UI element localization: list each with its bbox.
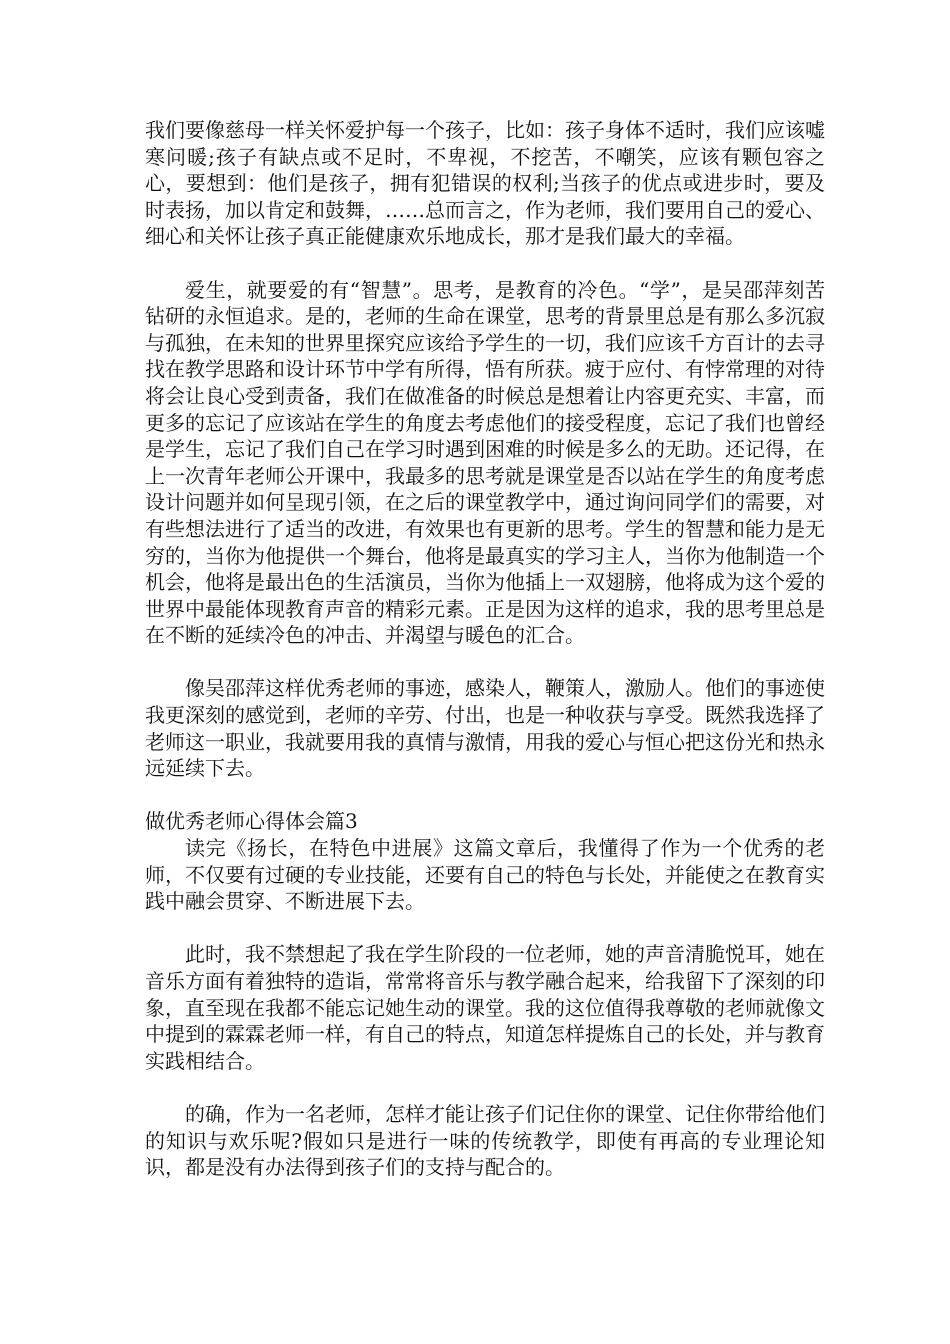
paragraph: 此时，我不禁想起了我在学生阶段的一位老师，她的声音清脆悦耳，她在音乐方面有着独特的造诣，常常将音乐与教学融合起来，给我留下了深刻的印象，直至现在我都不能忘记她生动的课堂。我的这位值得我尊敬的老师就像文中提到的霖霖老师一样，有自己的特点，知道怎样提炼自己的长处，并与教育实践相结合。 bbox=[145, 942, 825, 1073]
paragraph: 爱生，就要爱的有“智慧”。思考，是教育的冷色。“学”，是吴邵萍刻苦钻研的永恒追求。是的，老师的生命在课堂，思考的背景里总是有那么多沉寂与孤独，在未知的世界里探究应该给予学生的一切，我们应该千方百计的去寻找在教学思路和设计环节中学有所得，悟有所获。疲于应付、有悖常理的对待将会让良心受到责备，我们在做准备的时候总是想着让内容更充实、丰富，而更多的忘记了应该站在学生的角度去考虑他们的接受程度，忘记了我们也曾经是学生，忘记了我们自己在学习时遇到困难的时候是多么的无助。还记得，在上一次青年老师公开课中，我最多的思考就是课堂是否以站在学生的角度考虑设计问题并如何呈现引领，在之后的课堂教学中，通过询问同学们的需要，对有些想法进行了适当的改进，有效果也有更新的思考。学生的智慧和能力是无穷的，当你为他提供一个舞台，他将是最真实的学习主人，当你为他制造一个机会，他将是最出色的生活演员，当你为他插上一双翅膀，他将成为这个爱的世界中最能体现教育声音的精彩元素。正是因为这样的追求，我的思考里总是在不断的延续冷色的冲击、并渴望与暖色的汇合。 bbox=[145, 277, 825, 648]
document-page bbox=[145, 117, 825, 1207]
paragraph: 我们要像慈母一样关怀爱护每一个孩子，比如：孩子身体不适时，我们应该嘘寒问暖;孩子有缺点或不足时，不卑视，不挖苦，不嘲笑，应该有颗包容之心，要想到：他们是孩子，拥有犯错误的权利;当孩子的优点或进步时，要及时表扬，加以肯定和鼓舞，……总而言之，作为老师，我们要用自己的爱心、细心和关怀让孩子真正能健康欢乐地成长，那才是我们最大的幸福。 bbox=[145, 118, 825, 249]
paragraph: 读完《扬长，在特色中进展》这篇文章后，我懂得了作为一个优秀的老师，不仅要有过硬的专业技能，还要有自己的特色与长处，并能使之在教育实践中融会贯穿、不断进展下去。 bbox=[145, 836, 825, 914]
paragraph: 的确，作为一名老师，怎样才能让孩子们记住你的课堂、记住你带给他们的知识与欢乐呢?假如只是进行一味的传统教学，即使有再高的专业理论知识，都是没有办法得到孩子们的支持与配合的。 bbox=[145, 1101, 825, 1180]
paragraph: 像吴邵萍这样优秀老师的事迹，感染人，鞭策人，激励人。他们的事迹使我更深刻的感觉到，老师的辛劳、付出，也是一种收获与享受。既然我选择了老师这一职业，我就要用我的真情与激情，用我的爱心与恒心把这份光和热永远延续下去。 bbox=[145, 676, 825, 781]
section-heading: 做优秀老师心得体会篇3 bbox=[145, 809, 358, 834]
